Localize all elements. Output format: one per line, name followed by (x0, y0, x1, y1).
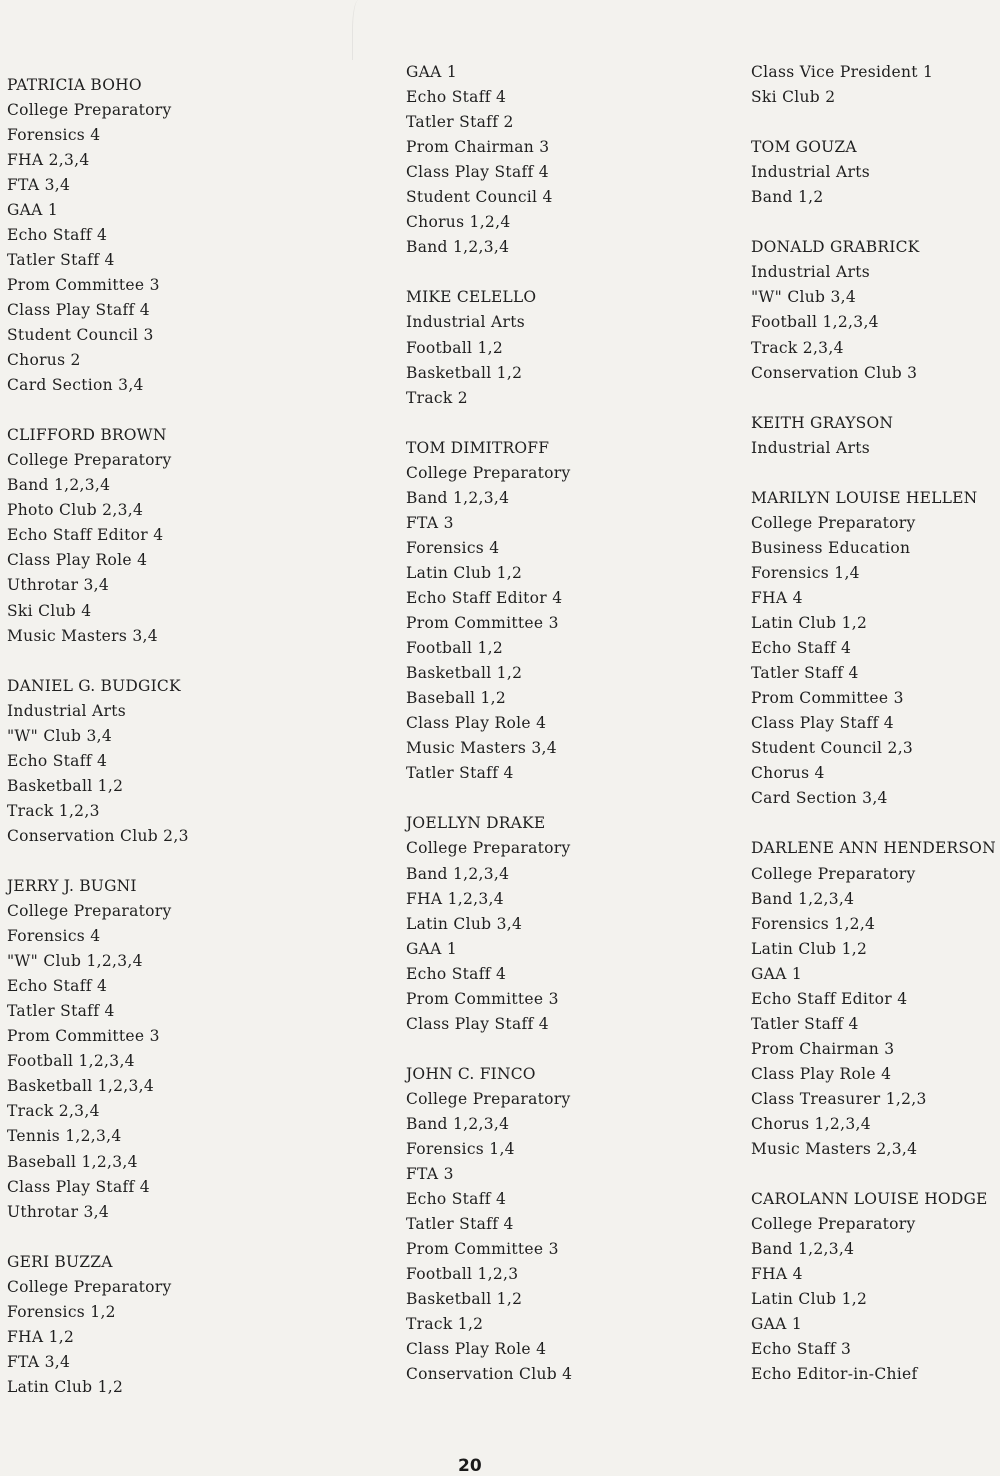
student-name: KEITH GRAYSON (751, 413, 894, 432)
activity-line: Football 1,2,3,4 (7, 1052, 135, 1071)
activity-line: Industrial Arts (751, 438, 870, 457)
entry-spacer (7, 649, 189, 674)
activity-line: Prom Committee 3 (7, 275, 160, 294)
activity-line: Football 1,2,3 (406, 1265, 519, 1284)
student-name: JOELLYN DRAKE (406, 814, 546, 833)
entry-spacer (406, 1037, 572, 1062)
activity-line: FHA 2,3,4 (7, 150, 90, 169)
activity-line: Student Council 2,3 (751, 739, 914, 758)
activity-line: Photo Club 2,3,4 (7, 501, 144, 520)
activity-line: Class Treasurer 1,2,3 (751, 1089, 927, 1108)
activity-line: Track 2 (406, 388, 468, 407)
activity-line: Echo Staff Editor 4 (406, 588, 563, 607)
activity-line: Card Section 3,4 (751, 789, 888, 808)
activity-line: Band 1,2,3,4 (406, 488, 510, 507)
activity-line: Baseball 1,2,3,4 (7, 1152, 138, 1171)
student-name: GERI BUZZA (7, 1252, 113, 1271)
activity-line: Echo Staff Editor 4 (751, 989, 908, 1008)
activity-line: College Preparatory (7, 100, 172, 119)
activity-line: Prom Chairman 3 (406, 138, 550, 157)
activity-line: Industrial Arts (7, 701, 126, 720)
activity-line: Echo Staff 4 (406, 88, 507, 107)
activity-line: Class Vice President 1 (751, 63, 934, 81)
activity-line: Tatler Staff 4 (7, 250, 115, 269)
entry-spacer (7, 849, 189, 874)
activity-line: Latin Club 1,2 (751, 614, 868, 633)
activity-line: Music Masters 3,4 (7, 626, 158, 645)
activity-line: Business Education (751, 538, 911, 557)
entry-spacer (751, 461, 996, 486)
activity-line: Latin Club 1,2 (751, 939, 868, 958)
activity-line: Echo Staff 4 (7, 225, 108, 244)
activity-line: Tatler Staff 2 (406, 113, 514, 132)
student-entry (7, 1250, 189, 1400)
activity-line: Basketball 1,2 (406, 1290, 523, 1309)
entry-spacer (7, 1225, 189, 1250)
student-name: DANIEL G. BUDGICK (7, 676, 181, 695)
student-name: TOM DIMITROFF (406, 438, 550, 457)
activity-line: Ski Club 2 (751, 88, 836, 107)
activity-line: Basketball 1,2,3,4 (7, 1077, 155, 1096)
activity-line: Conservation Club 3 (751, 363, 918, 382)
student-name: TOM GOUZA (751, 138, 857, 157)
activity-line: Tatler Staff 4 (406, 764, 514, 783)
student-entry (406, 285, 572, 410)
activity-line: Band 1,2,3,4 (406, 1114, 510, 1133)
activity-line: FHA 4 (751, 588, 803, 607)
student-entry (751, 836, 996, 1162)
activity-line: Student Council 3 (7, 325, 154, 344)
activity-line: College Preparatory (751, 864, 916, 883)
activity-line: FHA 1,2 (7, 1327, 75, 1346)
activity-line: Prom Committee 3 (406, 989, 559, 1008)
activity-line: Forensics 1,2,4 (751, 914, 876, 933)
activity-line: College Preparatory (7, 1277, 172, 1296)
activity-line: Band 1,2,3,4 (7, 476, 111, 495)
entry-spacer (751, 210, 996, 235)
activity-line: Industrial Arts (406, 313, 525, 332)
student-entry (751, 1187, 996, 1387)
activity-line: Track 1,2 (406, 1315, 484, 1334)
activity-line: Echo Staff 4 (751, 639, 852, 658)
column-middle (406, 60, 572, 1387)
activity-line: College Preparatory (406, 1089, 571, 1108)
activity-line: Echo Editor-in-Chief (751, 1365, 918, 1384)
activity-line: "W" Club 1,2,3,4 (7, 952, 143, 971)
student-entry (7, 874, 189, 1225)
activity-line: Echo Staff 4 (7, 977, 108, 996)
activity-line: GAA 1 (406, 63, 458, 81)
activity-line: Conservation Club 4 (406, 1365, 573, 1384)
column-right (751, 60, 996, 1387)
activity-line: College Preparatory (406, 463, 571, 482)
activity-line: Band 1,2,3,4 (406, 864, 510, 883)
activity-line: Echo Staff 3 (751, 1340, 852, 1359)
activity-line: Uthrotar 3,4 (7, 576, 110, 595)
activity-line: Industrial Arts (751, 263, 870, 282)
activity-line: Student Council 4 (406, 188, 553, 207)
entry-spacer (406, 786, 572, 811)
activity-line: Class Play Staff 4 (406, 1014, 549, 1033)
activity-line: Prom Committee 3 (7, 1027, 160, 1046)
activity-line: FHA 4 (751, 1265, 803, 1284)
entry-spacer (406, 411, 572, 436)
activity-line: Chorus 4 (751, 764, 825, 783)
activity-line: College Preparatory (751, 1215, 916, 1234)
activity-line: Uthrotar 3,4 (7, 1202, 110, 1221)
activity-line: Tatler Staff 4 (406, 1215, 514, 1234)
activity-line: Track 2,3,4 (7, 1102, 100, 1121)
activity-line: FTA 3 (406, 1165, 454, 1184)
activity-line: College Preparatory (7, 902, 172, 921)
entry-spacer (751, 811, 996, 836)
entry-spacer (406, 260, 572, 285)
activity-line: Class Play Role 4 (406, 714, 547, 733)
activity-line: Basketball 1,2 (7, 776, 124, 795)
activity-line: Latin Club 1,2 (7, 1377, 124, 1396)
student-name: JERRY J. BUGNI (7, 877, 137, 896)
activity-line: Latin Club 1,2 (751, 1290, 868, 1309)
entry-spacer (751, 1162, 996, 1187)
activity-line: Latin Club 3,4 (406, 914, 523, 933)
activity-line: Class Play Staff 4 (7, 1177, 150, 1196)
activity-line: Class Play Staff 4 (7, 300, 150, 319)
student-entry (751, 60, 996, 110)
activity-line: Prom Committee 3 (751, 689, 904, 708)
activity-line: Echo Staff 4 (7, 751, 108, 770)
activity-line: College Preparatory (751, 513, 916, 532)
activity-line: Football 1,2 (406, 338, 504, 357)
activity-line: GAA 1 (751, 964, 803, 983)
activity-line: Class Play Staff 4 (406, 163, 549, 182)
activity-line: Music Masters 3,4 (406, 739, 557, 758)
student-entry (751, 235, 996, 385)
activity-line: Band 1,2,3,4 (406, 238, 510, 257)
student-name: PATRICIA BOHO (7, 75, 142, 94)
activity-line: Prom Committee 3 (406, 1240, 559, 1259)
activity-line: FHA 1,2,3,4 (406, 889, 504, 908)
column-left (7, 73, 189, 1400)
activity-line: Tatler Staff 4 (7, 1002, 115, 1021)
activity-line: Tennis 1,2,3,4 (7, 1127, 122, 1146)
activity-line: Tatler Staff 4 (751, 1014, 859, 1033)
page-number: 20 (458, 1456, 482, 1476)
activity-line: Track 2,3,4 (751, 338, 844, 357)
activity-line: Chorus 1,2,4 (406, 213, 511, 232)
activity-line: Echo Staff 4 (406, 1190, 507, 1209)
student-name: DONALD GRABRICK (751, 238, 920, 257)
activity-line: Basketball 1,2 (406, 664, 523, 683)
activity-line: Forensics 1,4 (406, 1140, 515, 1159)
activity-line: Forensics 1,2 (7, 1302, 116, 1321)
student-name: CAROLANN LOUISE HODGE (751, 1190, 988, 1209)
student-entry (406, 436, 572, 787)
activity-line: Track 1,2,3 (7, 801, 100, 820)
entry-spacer (751, 386, 996, 411)
student-entry (406, 60, 572, 260)
activity-line: Chorus 1,2,3,4 (751, 1114, 871, 1133)
activity-line: College Preparatory (406, 839, 571, 858)
activity-line: Prom Chairman 3 (751, 1039, 895, 1058)
activity-line: Class Play Role 4 (7, 551, 148, 570)
activity-line: "W" Club 3,4 (7, 726, 113, 745)
activity-line: GAA 1 (751, 1315, 803, 1334)
activity-line: Echo Staff 4 (406, 964, 507, 983)
activity-line: Forensics 4 (7, 927, 101, 946)
activity-line: Echo Staff Editor 4 (7, 526, 164, 545)
activity-line: Chorus 2 (7, 351, 81, 370)
activity-line: College Preparatory (7, 451, 172, 470)
student-entry (751, 411, 996, 461)
activity-line: Forensics 1,4 (751, 563, 860, 582)
activity-line: FTA 3,4 (7, 175, 71, 194)
student-entry (406, 811, 572, 1036)
activity-line: Band 1,2,3,4 (751, 1240, 855, 1259)
activity-line: Forensics 4 (7, 125, 101, 144)
activity-line: Football 1,2,3,4 (751, 313, 879, 332)
activity-line: Conservation Club 2,3 (7, 826, 189, 845)
activity-line: Prom Committee 3 (406, 614, 559, 633)
student-entry (751, 135, 996, 210)
student-entry (7, 73, 189, 399)
student-name: MARILYN LOUISE HELLEN (751, 488, 978, 507)
activity-line: Ski Club 4 (7, 601, 92, 620)
student-entry (406, 1062, 572, 1388)
student-entry (7, 423, 189, 648)
activity-line: Tatler Staff 4 (751, 664, 859, 683)
activity-line: Class Play Staff 4 (751, 714, 894, 733)
activity-line: Basketball 1,2 (406, 363, 523, 382)
activity-line: GAA 1 (7, 200, 59, 219)
activity-line: GAA 1 (406, 939, 458, 958)
paper-crease (352, 0, 365, 60)
activity-line: Card Section 3,4 (7, 376, 144, 395)
activity-line: "W" Club 3,4 (751, 288, 857, 307)
activity-line: Forensics 4 (406, 538, 500, 557)
activity-line: Football 1,2 (406, 639, 504, 658)
activity-line: Class Play Role 4 (406, 1340, 547, 1359)
student-entry (7, 674, 189, 849)
student-name: DARLENE ANN HENDERSON (751, 839, 996, 858)
activity-line: Class Play Role 4 (751, 1064, 892, 1083)
student-name: MIKE CELELLO (406, 288, 537, 307)
activity-line: Baseball 1,2 (406, 689, 507, 708)
activity-line: Music Masters 2,3,4 (751, 1140, 918, 1159)
activity-line: Band 1,2 (751, 188, 824, 207)
entry-spacer (751, 110, 996, 135)
student-name: JOHN C. FINCO (406, 1064, 536, 1083)
activity-line: FTA 3,4 (7, 1352, 71, 1371)
activity-line: FTA 3 (406, 513, 454, 532)
activity-line: Industrial Arts (751, 163, 870, 182)
entry-spacer (7, 398, 189, 423)
student-entry (751, 486, 996, 812)
activity-line: Latin Club 1,2 (406, 563, 523, 582)
student-name: CLIFFORD BROWN (7, 426, 167, 445)
activity-line: Band 1,2,3,4 (751, 889, 855, 908)
